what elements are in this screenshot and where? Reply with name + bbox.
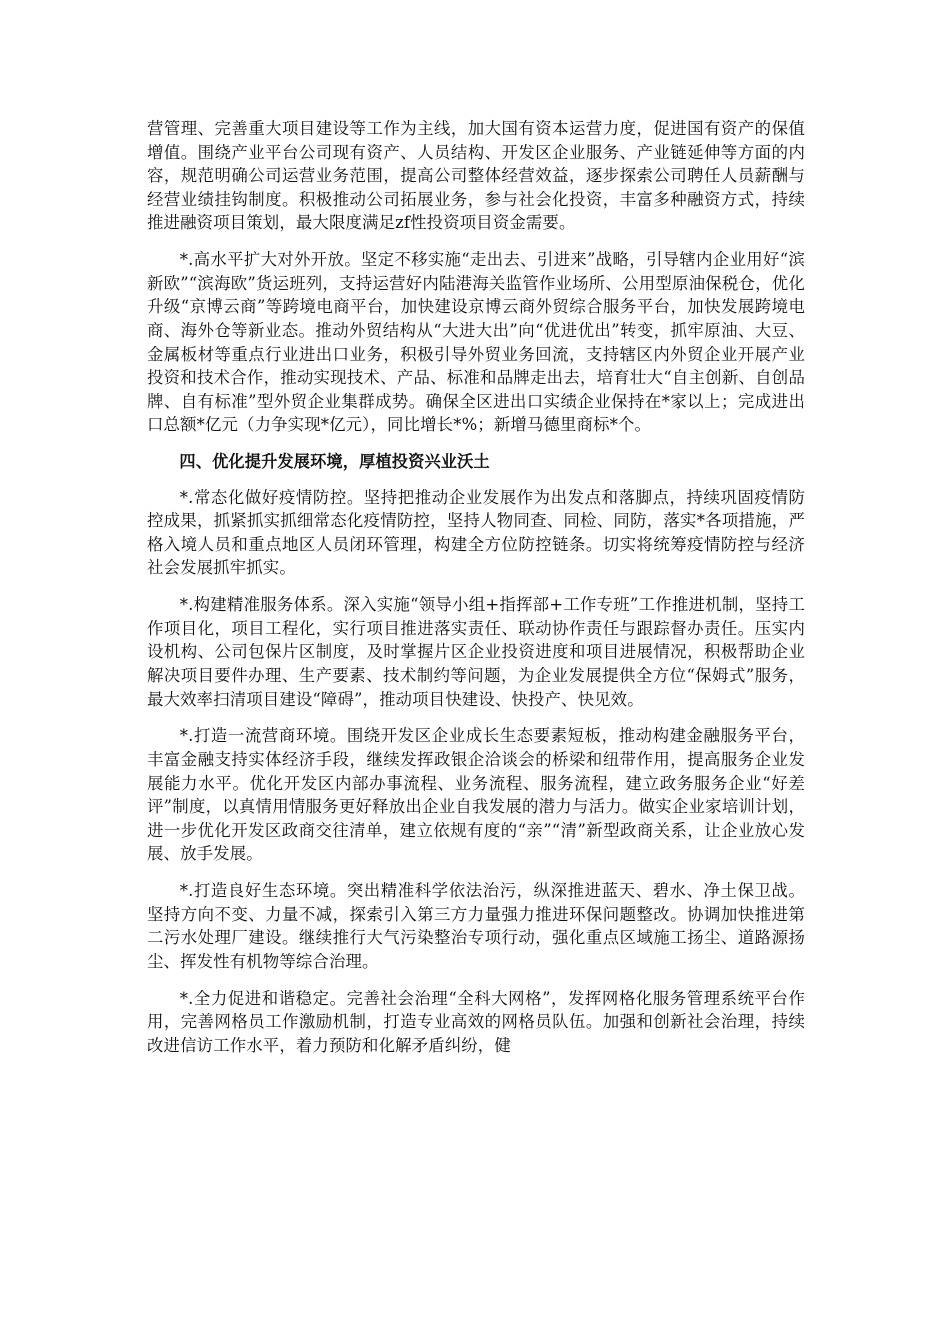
paragraph-business-environment: *.打造一流营商环境。围绕开发区企业成长生态要素短板，推动构建金融服务平台，丰富金融支持实体经济手段，继续发挥政银企洽谈会的桥梁和纽带作用，提高服务企业发展能力水平。优化开发区内部办事流程、业务流程、服务流程，建立政务服务企业“好差评”制度，以真情用情服务更好释放出企业自我发展的潜力与活力。做实企业家培训计划，进一步优化开发区政商交往清单，建立依规有度的“亲”“清”新型政商关系，让企业放心发展、放手发展。 xyxy=(147,726,805,864)
paragraph-service-system: *.构建精准服务体系。深入实施“领导小组+指挥部+工作专班”工作推进机制，坚持工作项目化，项目工程化，实行项目推进落实责任、联动协作责任与跟踪督办责任。压实内设机构、公司包保片区制度，及时掌握片区企业投资进度和项目进展情况，积极帮助企业解决项目要件办理、生产要素、技术制约等问题，为企业发展提供全方位“保姆式”服务，最大效率扫清项目建设“障碍”，推动项目快建设、快投产、快见效。 xyxy=(147,595,805,709)
paragraph-epidemic-prevention: *.常态化做好疫情防控。坚持把推动企业发展作为出发点和落脚点，持续巩固疫情防控成果，抓紧抓实抓细常态化疫情防控，坚持人物同查、同检、同防，落实*各项措施，严格入境人员和重点地区人员闭环管理，构建全方位防控链条。切实将统筹疫情防控与经济社会发展抓牢抓实。 xyxy=(147,487,805,578)
paragraph-opening-up: *.高水平扩大对外开放。坚定不移实施“走出去、引进来”战略，引导辖内企业用好“滨新欧”“滨海欧”货运班列，支持运营好内陆港海关监管作业场所、公用型原油保税仓，优化升级“京博云商”等跨境电商平台，加快建设京博云商外贸综合服务平台，加快发展跨境电商、海外仓等新业态。推动外贸结构从“大进大出”向“优进优出”转变，抓牢原油、大豆、金属板材等重点行业进出口业务，积极引导外贸业务回流，支持辖区内外贸企业开展产业投资和技术合作，推动实现技术、产品、标准和品牌走出去，培育壮大“自主创新、自创品牌、自有标准”型外贸企业集群成势。确保全区进出口实绩企业保持在*家以上；完成进出口总额*亿元（力争实现*亿元），同比增长*%；新增马德里商标*个。 xyxy=(147,250,805,435)
paragraph-continuation: 营管理、完善重大项目建设等工作为主线，加大国有资本运营力度，促进国有资产的保值增值。围绕产业平台公司现有资产、人员结构、开发区企业服务、产业链延伸等方面的内容，规范明确公司运营业务范围，提高公司整体经营效益，逐步探索公司聘任人员薪酬与经营业绩挂钩制度。积极推动公司拓展业务，参与社会化投资，丰富多种融资方式，持续推进融资项目策划，最大限度满足zf性投资项目资金需要。 xyxy=(147,119,805,233)
paragraph-social-stability: *.全力促进和谐稳定。完善社会治理“全科大网格”，发挥网格化服务管理系统平台作用，完善网格员工作激励机制，打造专业高效的网格员队伍。加强和创新社会治理，持续改进信访工作水平，着力预防和化解矛盾纠纷，健 xyxy=(147,988,805,1055)
section-heading-4: 四、优化提升发展环境，厚植投资兴业沃土 xyxy=(179,452,490,472)
paragraph-ecological-environment: *.打造良好生态环境。突出精准科学依法治污，纵深推进蓝天、碧水、净土保卫战。坚持方向不变、力量不减，探索引入第三方力量强力推进环保问题整改。协调加快推进第二污水处理厂建设。继续推行大气污染整治专项行动，强化重点区域施工扬尘、道路源扬尘、挥发性有机物等综合治理。 xyxy=(147,881,805,971)
document-page xyxy=(147,117,805,1071)
